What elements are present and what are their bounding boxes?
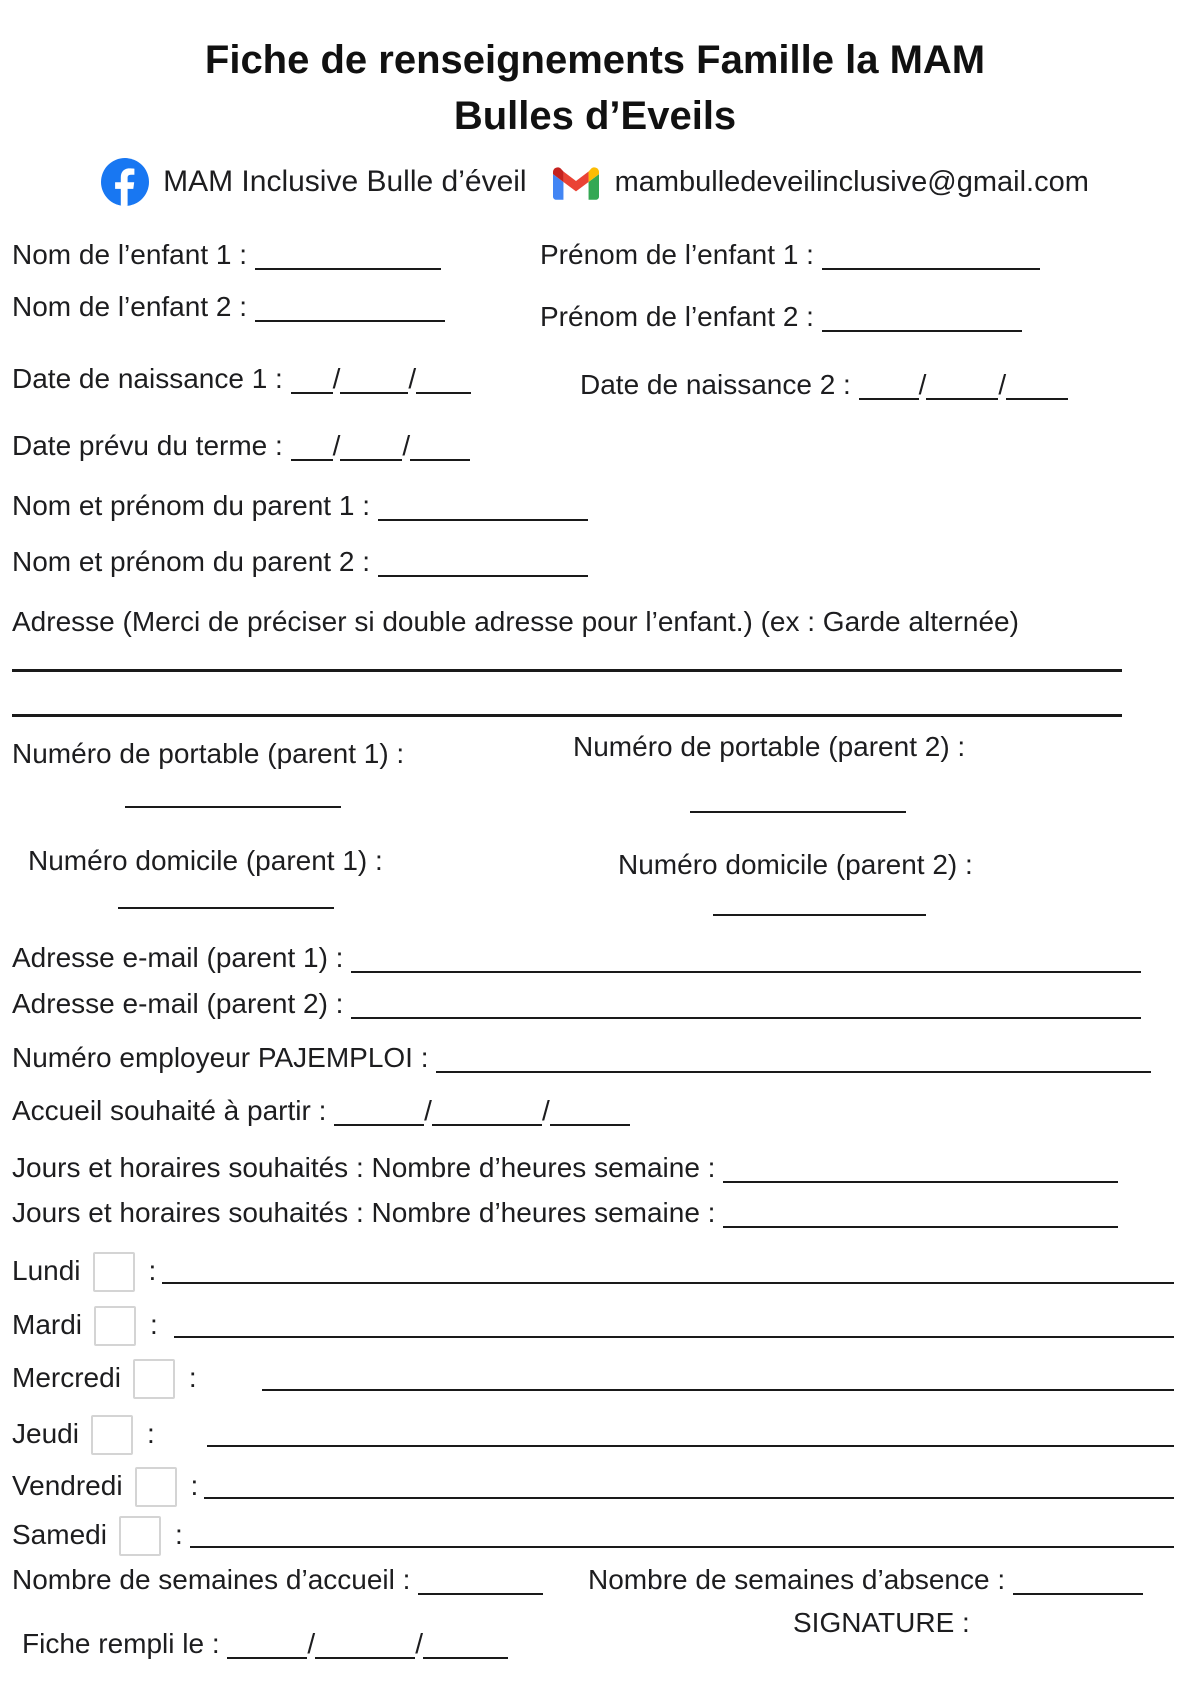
date-naissance2-day-line[interactable] [859,372,919,400]
row-accueil [12,1092,1178,1130]
email-p1-line[interactable] [351,945,1141,973]
prenom-enfant1-label: Prénom de l’enfant 1 : [540,239,814,270]
row-day-vendredi [12,1465,1178,1507]
page-title-line2: Bulles d’Eveils [453,94,737,138]
row-parent1 [12,487,1178,525]
slash: / [332,363,341,394]
social-row [12,156,1178,208]
jours-horaires-2-line[interactable] [723,1200,1118,1228]
domicile-p1-line[interactable] [118,907,334,909]
vendredi-line[interactable] [204,1497,1174,1499]
lundi-checkbox[interactable] [93,1252,135,1292]
slash: / [998,369,1007,400]
jours-horaires-1-label: Jours et horaires souhaités : Nombre d’heures semaine : [12,1152,716,1183]
accueil-label: Accueil souhaité à partir : [12,1095,327,1126]
mardi-line[interactable] [174,1336,1174,1338]
nom-enfant1-line[interactable] [255,242,441,270]
date-naissance2-year-line[interactable] [1006,372,1068,400]
date-terme-day-line[interactable] [291,433,333,461]
row-terme [12,427,1178,465]
lundi-label: Lundi [12,1255,81,1286]
samedi-checkbox[interactable] [119,1516,161,1556]
fiche-rempli-day-line[interactable] [227,1631,307,1659]
row-parent2 [12,543,1178,581]
portable-p1-line[interactable] [125,806,341,808]
mercredi-checkbox[interactable] [133,1359,175,1399]
parent1-line[interactable] [378,493,588,521]
row-semaines [12,1561,1178,1599]
colon: : [174,1519,183,1550]
date-naissance1-day-line[interactable] [291,366,333,394]
slash: / [424,1095,432,1126]
mardi-checkbox[interactable] [94,1306,136,1346]
slash: / [332,430,341,461]
row-enfant2 [12,288,1178,332]
colon: : [190,1470,199,1501]
jeudi-checkbox[interactable] [91,1415,133,1455]
row-pajemploi [12,1039,1178,1077]
slash: / [402,430,411,461]
parent2-line[interactable] [378,549,588,577]
colon: : [148,1255,157,1286]
jeudi-label: Jeudi [12,1418,79,1449]
row-day-lundi [12,1250,1178,1292]
accueil-month-line[interactable] [432,1098,542,1126]
date-naissance2-label: Date de naissance 2 : [580,369,851,400]
row-email-p1 [12,939,1178,977]
jeudi-line[interactable] [207,1445,1174,1447]
colon: : [146,1418,155,1449]
mercredi-line[interactable] [262,1389,1174,1391]
portable-p1-label: Numéro de portable (parent 1) : [12,738,405,769]
row-domicile-labels [12,842,1178,880]
domicile-p1-label: Numéro domicile (parent 1) : [28,845,383,876]
date-terme-label: Date prévu du terme : [12,430,283,461]
row-enfant1 [12,236,1178,274]
gmail-icon [553,165,599,200]
contact-email: mambulledeveilinclusive@gmail.com [614,165,1089,198]
semaines-accueil-line[interactable] [418,1567,543,1595]
slash: / [541,1095,550,1126]
nom-enfant2-line[interactable] [255,294,445,322]
row-day-jeudi [12,1413,1178,1455]
domicile-p2-label: Numéro domicile (parent 2) : [618,849,973,880]
prenom-enfant2-label: Prénom de l’enfant 2 : [540,301,814,332]
slash: / [415,1628,423,1659]
facebook-page-label: MAM Inclusive Bulle d’éveil [163,165,527,198]
pajemploi-label: Numéro employeur PAJEMPLOI : [12,1042,429,1073]
fiche-rempli-year-line[interactable] [423,1631,508,1659]
row-jours-horaires-1 [12,1149,1178,1187]
date-terme-year-line[interactable] [410,433,470,461]
semaines-accueil-label: Nombre de semaines d’accueil : [12,1564,411,1595]
parent2-label: Nom et prénom du parent 2 : [12,546,370,577]
fiche-rempli-label: Fiche rempli le : [22,1628,220,1659]
semaines-absence-line[interactable] [1013,1567,1143,1595]
nom-enfant2-label: Nom de l’enfant 2 : [12,291,248,322]
semaines-absence-label: Nombre de semaines d’absence : [588,1564,1006,1595]
vendredi-label: Vendredi [12,1470,123,1501]
adresse-note-label: Adresse (Merci de préciser si double adresse pour l’enfant.) (ex : Garde alternée) [12,606,1019,637]
accueil-day-line[interactable] [334,1098,424,1126]
adresse-line-1[interactable] [12,669,1122,672]
nom-enfant1-label: Nom de l’enfant 1 : [12,239,248,270]
row-bottom [12,1599,1178,1684]
domicile-p2-line[interactable] [713,914,926,916]
fiche-rempli-month-line[interactable] [315,1631,415,1659]
row-day-mercredi [12,1357,1178,1399]
facebook-icon [101,158,149,206]
pajemploi-line[interactable] [436,1045,1151,1073]
jours-horaires-2-label: Jours et horaires souhaités : Nombre d’heures semaine : [12,1197,716,1228]
vendredi-checkbox[interactable] [135,1467,177,1507]
mardi-label: Mardi [12,1309,83,1340]
row-email-p2 [12,985,1178,1023]
email-p2-label: Adresse e-mail (parent 2) : [12,988,344,1019]
date-naissance1-year-line[interactable] [416,366,471,394]
parent1-label: Nom et prénom du parent 1 : [12,490,370,521]
lundi-line[interactable] [162,1282,1174,1284]
accueil-year-line[interactable] [550,1098,630,1126]
slash: / [408,363,417,394]
slash: / [918,369,927,400]
email-p1-label: Adresse e-mail (parent 1) : [12,942,344,973]
row-jours-horaires-2 [12,1194,1178,1232]
portable-p2-label: Numéro de portable (parent 2) : [573,731,966,762]
jours-horaires-1-line[interactable] [723,1155,1118,1183]
portable-p2-line[interactable] [690,811,906,813]
row-portable-lines [12,806,1178,808]
samedi-label: Samedi [12,1519,107,1550]
adresse-line-2[interactable] [12,714,1122,717]
page-title-line1: Fiche de renseignements Famille la MAM [204,38,986,82]
row-naissance [12,360,1178,398]
row-adresse-note [12,603,1178,641]
signature-label: SIGNATURE : [793,1607,970,1638]
row-day-samedi [12,1514,1178,1556]
page-title [12,32,1178,144]
row-domicile-lines [12,907,1178,909]
date-naissance1-label: Date de naissance 1 : [12,363,283,394]
email-p2-line[interactable] [351,991,1141,1019]
date-terme-month-line[interactable] [340,433,402,461]
row-portable-labels [12,731,1178,773]
slash: / [307,1628,316,1659]
mercredi-label: Mercredi [12,1362,121,1393]
row-day-mardi [12,1304,1178,1346]
samedi-line[interactable] [190,1546,1174,1548]
colon: : [188,1362,197,1393]
prenom-enfant2-line[interactable] [822,304,1022,332]
colon: : [150,1309,158,1340]
prenom-enfant1-line[interactable] [822,242,1040,270]
date-naissance1-month-line[interactable] [340,366,408,394]
date-naissance2-month-line[interactable] [926,372,998,400]
